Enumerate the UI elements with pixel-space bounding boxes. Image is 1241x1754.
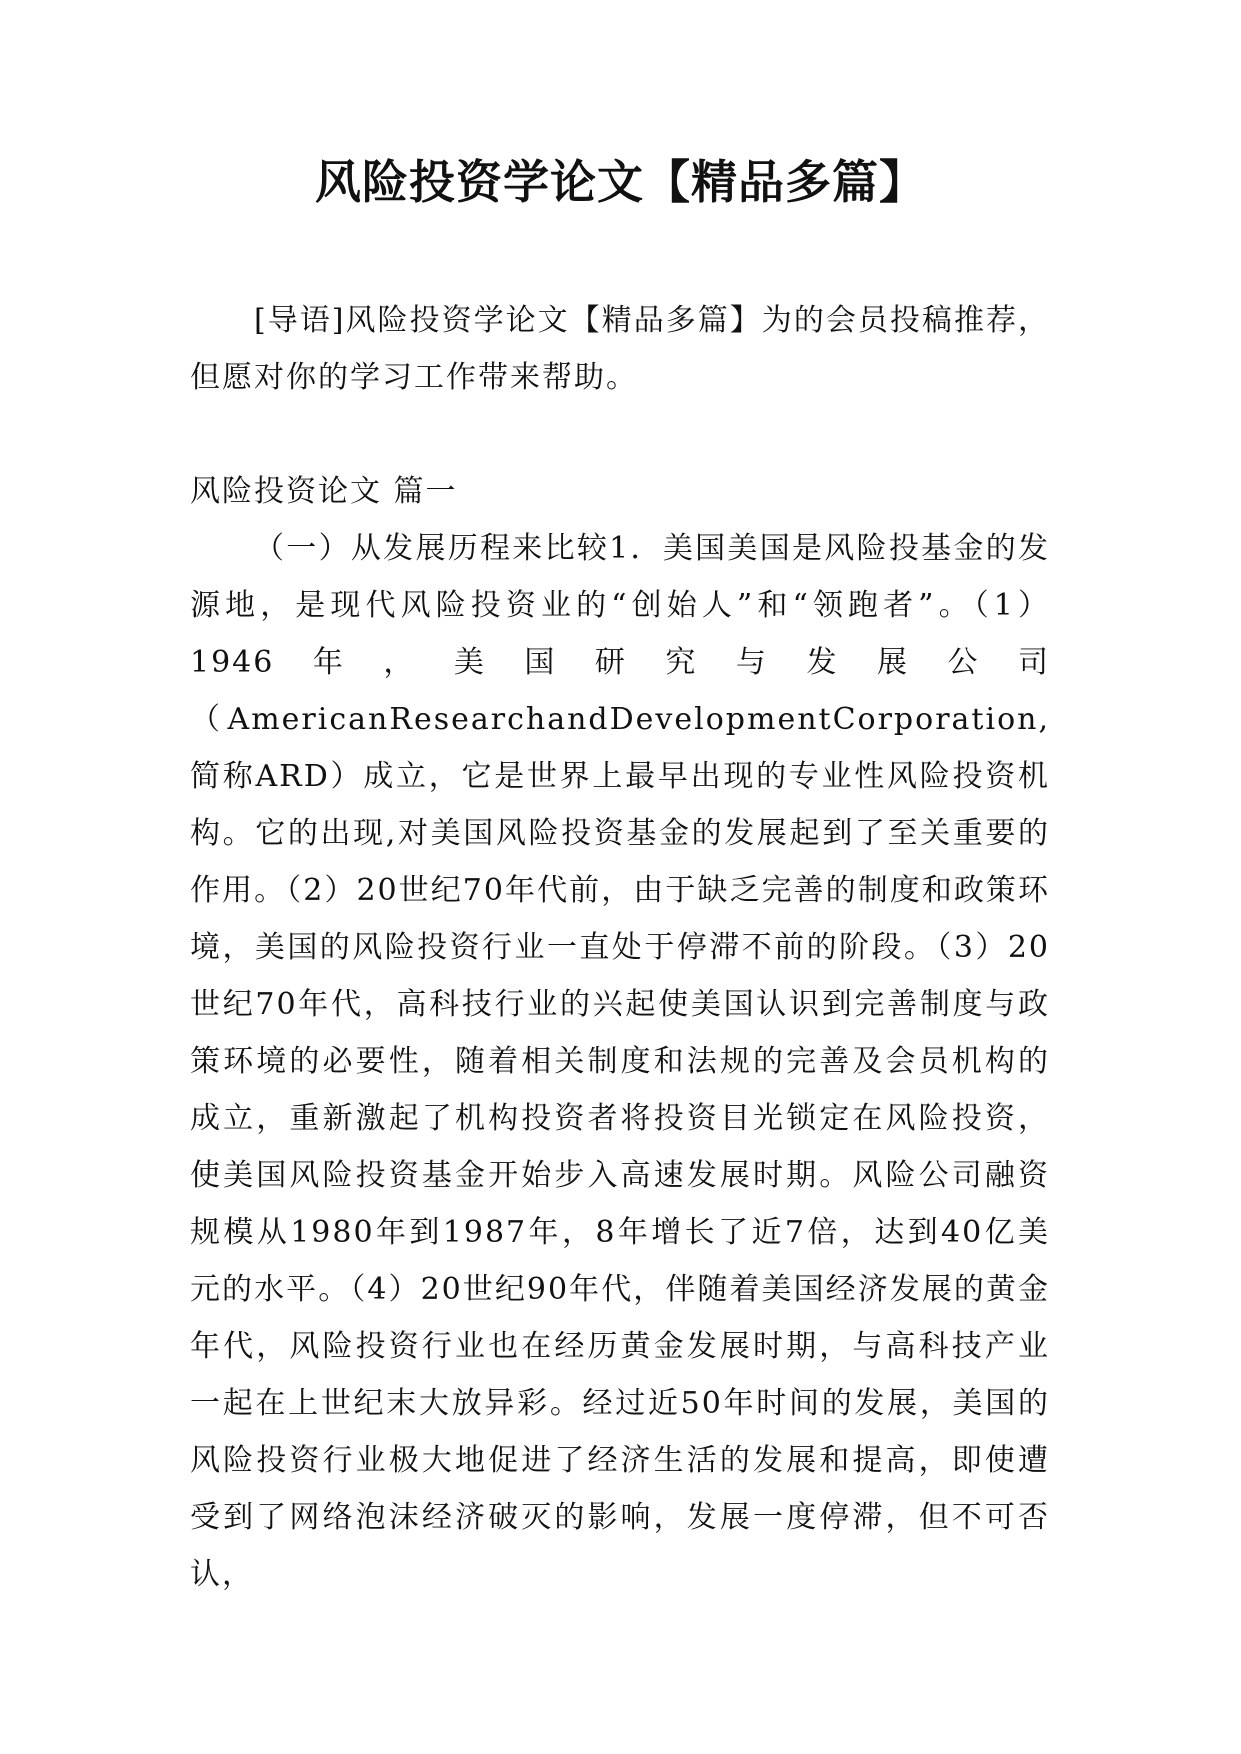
intro-paragraph: [导语]风险投资学论文【精品多篇】为的会员投稿推荐，但愿对你的学习工作带来帮助。	[190, 303, 1050, 395]
paragraph-spacer	[190, 406, 1050, 463]
document-content	[190, 292, 1050, 1603]
body-paragraph: （一）从发展历程来比较1．美国美国是风险投基金的发源地，是现代风险投资业的“创始人”和“领跑者”。（1）1946年，美国研究与发展公司（AmericanResearchandDevelopmentCorporation,简称ARD）成立，它是世界上最早出现的专业性风险投资机构。它的出现,对美国风险投资基金的发展起到了至关重要的作用。（2）20世纪70年代前，由于缺乏完善的制度和政策环境，美国的风险投资行业一直处于停滞不前的阶段。（3）20世纪70年代，高科技行业的兴起使美国认识到完善制度与政策环境的必要性，随着相关制度和法规的完善及会员机构的成立，重新激起了机构投资者将投资目光锁定在风险投资，使美国风险投资基金开始步入高速发展时期。风险公司融资规模从1980年到1987年，8年增长了近7倍，达到40亿美元的水平。（4）20世纪90年代，伴随着美国经济发展的黄金年代，风险投资行业也在经历黄金发展时期，与高科技产业一起在上世纪末大放异彩。经过近50年时间的发展，美国的风险投资行业极大地促进了经济生活的发展和提高，即使遭受到了网络泡沫经济破灭的影响，发展一度停滞，但不可否认，	[190, 531, 1050, 1592]
document-title: 风险投资学论文【精品多篇】	[315, 155, 926, 209]
section-heading: 风险投资论文 篇一	[190, 474, 458, 509]
